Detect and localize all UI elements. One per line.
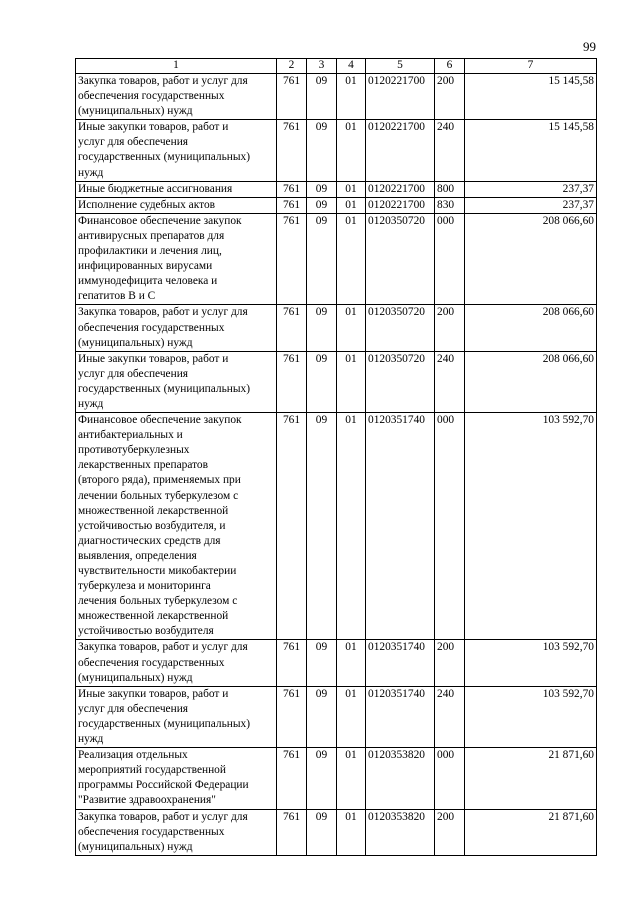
description-line: иммунодефицита человека и — [78, 275, 218, 288]
target-article-code: 0120350720 — [366, 213, 435, 305]
subsection-code: 01 — [337, 213, 366, 305]
subsection-code: 01 — [337, 120, 366, 181]
row-description — [76, 197, 277, 213]
section-code: 09 — [307, 640, 337, 686]
row-description — [76, 413, 277, 640]
subsection-code: 01 — [337, 748, 366, 809]
table-row — [76, 640, 597, 686]
target-article-code: 0120221700 — [366, 181, 435, 197]
description-line: обеспечения государственных — [78, 321, 225, 334]
section-code: 09 — [307, 305, 337, 351]
amount: 103 592,70 — [465, 686, 597, 747]
expense-type-code: 000 — [435, 413, 465, 640]
admin-code: 761 — [277, 120, 307, 181]
section-code: 09 — [307, 213, 337, 305]
expense-type-code: 200 — [435, 640, 465, 686]
header-col-1: 1 — [76, 59, 277, 74]
description-line: инфицированных вирусами — [78, 260, 213, 273]
description-line: множественной лекарственной — [78, 610, 229, 623]
description-line: (муниципальных) нужд — [78, 671, 193, 684]
row-description — [76, 640, 277, 686]
budget-table — [75, 58, 597, 856]
subsection-code: 01 — [337, 809, 366, 855]
amount: 237,37 — [465, 181, 597, 197]
description-line: (второго ряда), применяемых при — [78, 474, 241, 487]
page-number: 99 — [583, 39, 596, 54]
table-row — [76, 686, 597, 747]
description-line: Иные закупки товаров, работ и — [78, 687, 229, 700]
section-code: 09 — [307, 748, 337, 809]
description-line: лекарственных препаратов — [78, 459, 208, 472]
section-code: 09 — [307, 181, 337, 197]
target-article-code: 0120351740 — [366, 686, 435, 747]
row-description — [76, 120, 277, 181]
row-description — [76, 305, 277, 351]
section-code: 09 — [307, 686, 337, 747]
table-row — [76, 197, 597, 213]
description-line: нужд — [78, 166, 104, 179]
description-line: нужд — [78, 733, 104, 746]
amount: 208 066,60 — [465, 305, 597, 351]
section-code: 09 — [307, 809, 337, 855]
description-line: Закупка товаров, работ и услуг для — [78, 810, 248, 823]
description-line: нужд — [78, 397, 104, 410]
description-line: Закупка товаров, работ и услуг для — [78, 641, 248, 654]
table-row — [76, 120, 597, 181]
row-description — [76, 351, 277, 412]
amount: 103 592,70 — [465, 640, 597, 686]
expense-type-code: 240 — [435, 351, 465, 412]
row-description — [76, 181, 277, 197]
expense-type-code: 200 — [435, 809, 465, 855]
amount: 237,37 — [465, 197, 597, 213]
section-code: 09 — [307, 413, 337, 640]
expense-type-code: 830 — [435, 197, 465, 213]
description-line: лечения больных туберкулезом с — [78, 595, 238, 608]
description-line: устойчивостью возбудителя, и — [78, 519, 226, 532]
subsection-code: 01 — [337, 305, 366, 351]
target-article-code: 0120351740 — [366, 640, 435, 686]
description-line: лечении больных туберкулезом с — [78, 489, 239, 502]
description-line: Финансовое обеспечение закупок — [78, 414, 242, 427]
description-line: выявления, определения — [78, 549, 197, 562]
description-line: Иные закупки товаров, работ и — [78, 121, 229, 134]
expense-type-code: 240 — [435, 686, 465, 747]
subsection-code: 01 — [337, 413, 366, 640]
subsection-code: 01 — [337, 74, 366, 120]
admin-code: 761 — [277, 351, 307, 412]
description-line: антивирусных препаратов для — [78, 229, 225, 242]
row-description — [76, 748, 277, 809]
admin-code: 761 — [277, 305, 307, 351]
description-line: чувствительности микобактерии — [78, 565, 237, 577]
description-line: Иные бюджетные ассигнования — [78, 182, 233, 195]
description-line: услуг для обеспечения — [78, 702, 189, 715]
table-row — [76, 809, 597, 855]
target-article-code: 0120221700 — [366, 74, 435, 120]
admin-code: 761 — [277, 181, 307, 197]
admin-code: 761 — [277, 748, 307, 809]
description-line: программы Российской Федерации — [78, 779, 249, 792]
description-line: услуг для обеспечения — [78, 136, 189, 149]
header-col-7: 7 — [465, 59, 597, 74]
expense-type-code: 000 — [435, 213, 465, 305]
target-article-code: 0120350720 — [366, 351, 435, 412]
admin-code: 761 — [277, 213, 307, 305]
target-article-code: 0120221700 — [366, 197, 435, 213]
target-article-code: 0120353820 — [366, 809, 435, 855]
table-row — [76, 351, 597, 412]
description-line: (муниципальных) нужд — [78, 336, 193, 349]
description-line: Закупка товаров, работ и услуг для — [78, 306, 248, 319]
description-line: (муниципальных) нужд — [78, 840, 193, 853]
header-col-4: 4 — [337, 59, 366, 74]
admin-code: 761 — [277, 686, 307, 747]
amount: 21 871,60 — [465, 809, 597, 855]
description-line: Иные закупки товаров, работ и — [78, 352, 229, 365]
admin-code: 761 — [277, 640, 307, 686]
header-col-2: 2 — [277, 59, 307, 74]
description-line: профилактики и лечения лиц, — [78, 245, 222, 258]
table-row — [76, 413, 597, 640]
table-row — [76, 213, 597, 305]
description-line: туберкулеза и мониторинга — [78, 580, 211, 593]
description-line: устойчивостью возбудителя — [78, 625, 214, 638]
target-article-code: 0120351740 — [366, 413, 435, 640]
description-line: услуг для обеспечения — [78, 367, 189, 380]
description-line: гепатитов В и С — [78, 290, 156, 303]
section-code: 09 — [307, 197, 337, 213]
target-article-code: 0120353820 — [366, 748, 435, 809]
description-line: обеспечения государственных — [78, 90, 225, 103]
amount: 21 871,60 — [465, 748, 597, 809]
row-description — [76, 213, 277, 305]
header-col-6: 6 — [435, 59, 465, 74]
table-row — [76, 748, 597, 809]
admin-code: 761 — [277, 197, 307, 213]
row-description — [76, 74, 277, 120]
admin-code: 761 — [277, 413, 307, 640]
subsection-code: 01 — [337, 686, 366, 747]
amount: 208 066,60 — [465, 213, 597, 305]
table-row — [76, 74, 597, 120]
description-line: государственных (муниципальных) — [78, 151, 251, 164]
subsection-code: 01 — [337, 351, 366, 412]
subsection-code: 01 — [337, 197, 366, 213]
table-row — [76, 181, 597, 197]
expense-type-code: 240 — [435, 120, 465, 181]
description-line: Реализация отдельных — [78, 749, 188, 762]
amount: 103 592,70 — [465, 413, 597, 640]
target-article-code: 0120221700 — [366, 120, 435, 181]
section-code: 09 — [307, 74, 337, 120]
description-line: мероприятий государственной — [78, 764, 226, 777]
description-line: диагностических средств для — [78, 534, 221, 547]
admin-code: 761 — [277, 74, 307, 120]
description-line: обеспечения государственных — [78, 825, 225, 838]
description-line: Финансовое обеспечение закупок — [78, 214, 242, 227]
section-code: 09 — [307, 120, 337, 181]
row-description — [76, 809, 277, 855]
description-line: государственных (муниципальных) — [78, 382, 251, 395]
expense-type-code: 000 — [435, 748, 465, 809]
subsection-code: 01 — [337, 181, 366, 197]
description-line: множественной лекарственной — [78, 504, 229, 517]
header-col-3: 3 — [307, 59, 337, 74]
description-line: Закупка товаров, работ и услуг для — [78, 75, 248, 87]
expense-type-code: 800 — [435, 181, 465, 197]
description-line: (муниципальных) нужд — [78, 105, 193, 118]
header-row — [76, 59, 597, 74]
subsection-code: 01 — [337, 640, 366, 686]
expense-type-code: 200 — [435, 305, 465, 351]
table-row — [76, 305, 597, 351]
row-description — [76, 686, 277, 747]
description-line: обеспечения государственных — [78, 656, 225, 669]
description-line: "Развитие здравоохранения" — [78, 794, 216, 807]
amount: 15 145,58 — [465, 74, 597, 120]
target-article-code: 0120350720 — [366, 305, 435, 351]
amount: 208 066,60 — [465, 351, 597, 412]
description-line: Исполнение судебных актов — [78, 198, 216, 211]
admin-code: 761 — [277, 809, 307, 855]
description-line: противотуберкулезных — [78, 444, 190, 457]
expense-type-code: 200 — [435, 74, 465, 120]
description-line: антибактериальных и — [78, 429, 183, 442]
section-code: 09 — [307, 351, 337, 412]
amount: 15 145,58 — [465, 120, 597, 181]
description-line: государственных (муниципальных) — [78, 717, 251, 730]
header-col-5: 5 — [366, 59, 435, 74]
